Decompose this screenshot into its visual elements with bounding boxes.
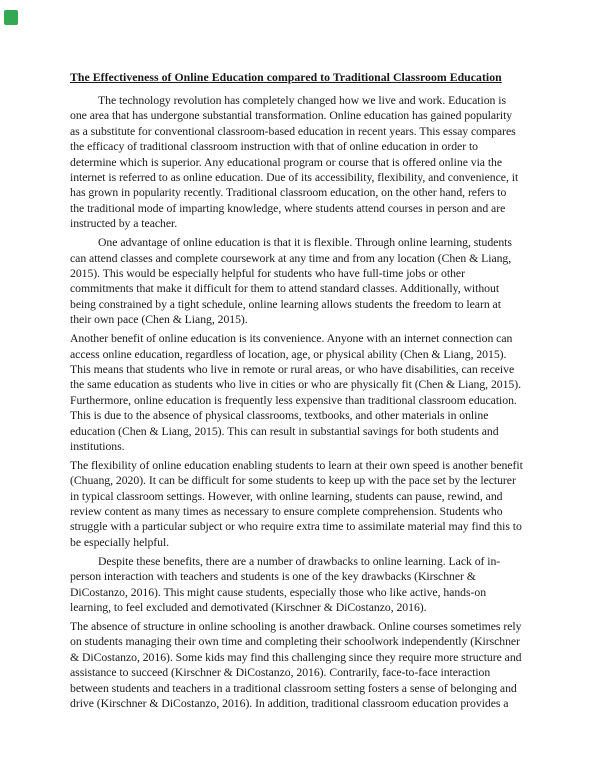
text-line: being constrained by a tight schedule, online learning allows students the freedom to learn at [70, 297, 501, 311]
paragraph-4 [70, 458, 532, 550]
text-line: drive (Kirschner & DiCostanzo, 2016). In addition, traditional classroom education provides a [70, 696, 509, 710]
text-line: 2015). This would be especially helpful for students who have full-time jobs or other [70, 266, 465, 280]
text-line: The technology revolution has completely changed how we live and work. Education is [98, 94, 506, 107]
text-line: the traditional mode of imparting knowledge, where students attend courses in person and are [70, 201, 506, 215]
paragraph-5 [70, 554, 532, 616]
paragraph-2 [70, 235, 532, 327]
text-line: has grown in popularity recently. Traditional classroom education, on the other hand, refers to [70, 186, 507, 200]
text-line: Despite these benefits, there are a number of drawbacks to online learning. Lack of in- [98, 554, 501, 568]
text-line: determine which is superior. Any educational program or course that is offered online via the [70, 155, 503, 169]
text-line: access online education, regardless of location, age, or physical ability (Chen & Liang, 2015). [70, 347, 507, 361]
text-line: learning, to feel excluded and demotivated (Kirschner & DiCostanzo, 2016). [70, 601, 427, 614]
text-line: their own pace (Chen & Liang, 2015). [70, 313, 248, 327]
text-line: This means that students who live in remote or rural areas, or who have disabilities, can receive [70, 362, 515, 376]
text-line: (Chuang, 2020). It can be difficult for some students to keep up with the pace set by the lecturer [70, 474, 516, 488]
text-line: One advantage of online education is that it is flexible. Through online learning, students [98, 236, 512, 250]
text-line: in typical classroom settings. However, with online learning, students can pause, rewind, and [70, 489, 503, 503]
text-line: The absence of structure in online schooling is another drawback. Online courses sometimes rely [70, 619, 522, 633]
text-line: Another benefit of online education is its convenience. Anyone with an internet connection can [70, 332, 513, 346]
text-line: Furthermore, online education is frequently less expensive than traditional classroom education. [70, 393, 517, 407]
text-line: DiCostanzo, 2016). This might cause students, especially those who like active, hands-on [70, 585, 487, 599]
green-corner-marker [4, 10, 18, 25]
text-line: be especially helpful. [70, 535, 170, 549]
paragraph-6 [70, 619, 532, 711]
paragraph-1 [70, 93, 532, 232]
text-line: the same education as students who live in cities or who are physically fit (Chen & Liang, 2015). [70, 378, 522, 392]
text-line: assistance to succeed (Kirschner & DiCostanzo, 2016). Contrarily, face-to-face interaction [70, 666, 491, 680]
text-line: The flexibility of online education enabling students to learn at their own speed is another benefit [70, 458, 523, 472]
text-line: one area that has undergone substantial transformation. Online education has gained popularity [70, 109, 513, 123]
text-line: on students managing their own time and completing their schoolwork independently (Kirschner [70, 635, 520, 649]
text-line: instructed by a teacher. [70, 217, 178, 231]
text-line: & DiCostanzo, 2016). Some kids may find this challenging since they require more structure and [70, 650, 522, 664]
text-line: This is due to the absence of physical classrooms, textbooks, and other materials in online [70, 409, 489, 423]
text-line: struggle with a particular subject or who require extra time to assimilate material may find this to [70, 520, 522, 534]
text-line: institutions. [70, 439, 125, 453]
document-title: The Effectiveness of Online Education compared to Traditional Classroom Education [70, 71, 502, 84]
text-line: education (Chen & Liang, 2015). This can result in substantial savings for both students and [70, 424, 499, 438]
text-line: internet is referred to as online education. Due of its accessibility, flexibility, and convenience, it [70, 171, 519, 185]
text-line: as a substitute for conventional classroom-based education in recent years. This essay compares [70, 124, 516, 138]
text-line: commitments that make it difficult for them to attend standard classes. Additionally, without [70, 282, 500, 296]
document-content [70, 70, 532, 715]
text-line: the efficacy of traditional classroom instruction with that of online education in order to [70, 140, 478, 154]
paragraph-3 [70, 331, 532, 454]
text-line: can attend classes and complete coursework at any time and from any location (Chen & Liang, [70, 251, 512, 265]
text-line: between students and teachers in a traditional classroom setting fosters a sense of belonging and [70, 681, 517, 695]
text-line: person interaction with teachers and students is one of the key drawbacks (Kirschner & [70, 570, 476, 584]
text-line: review content as many times as necessary to ensure complete comprehension. Students who [70, 505, 503, 519]
